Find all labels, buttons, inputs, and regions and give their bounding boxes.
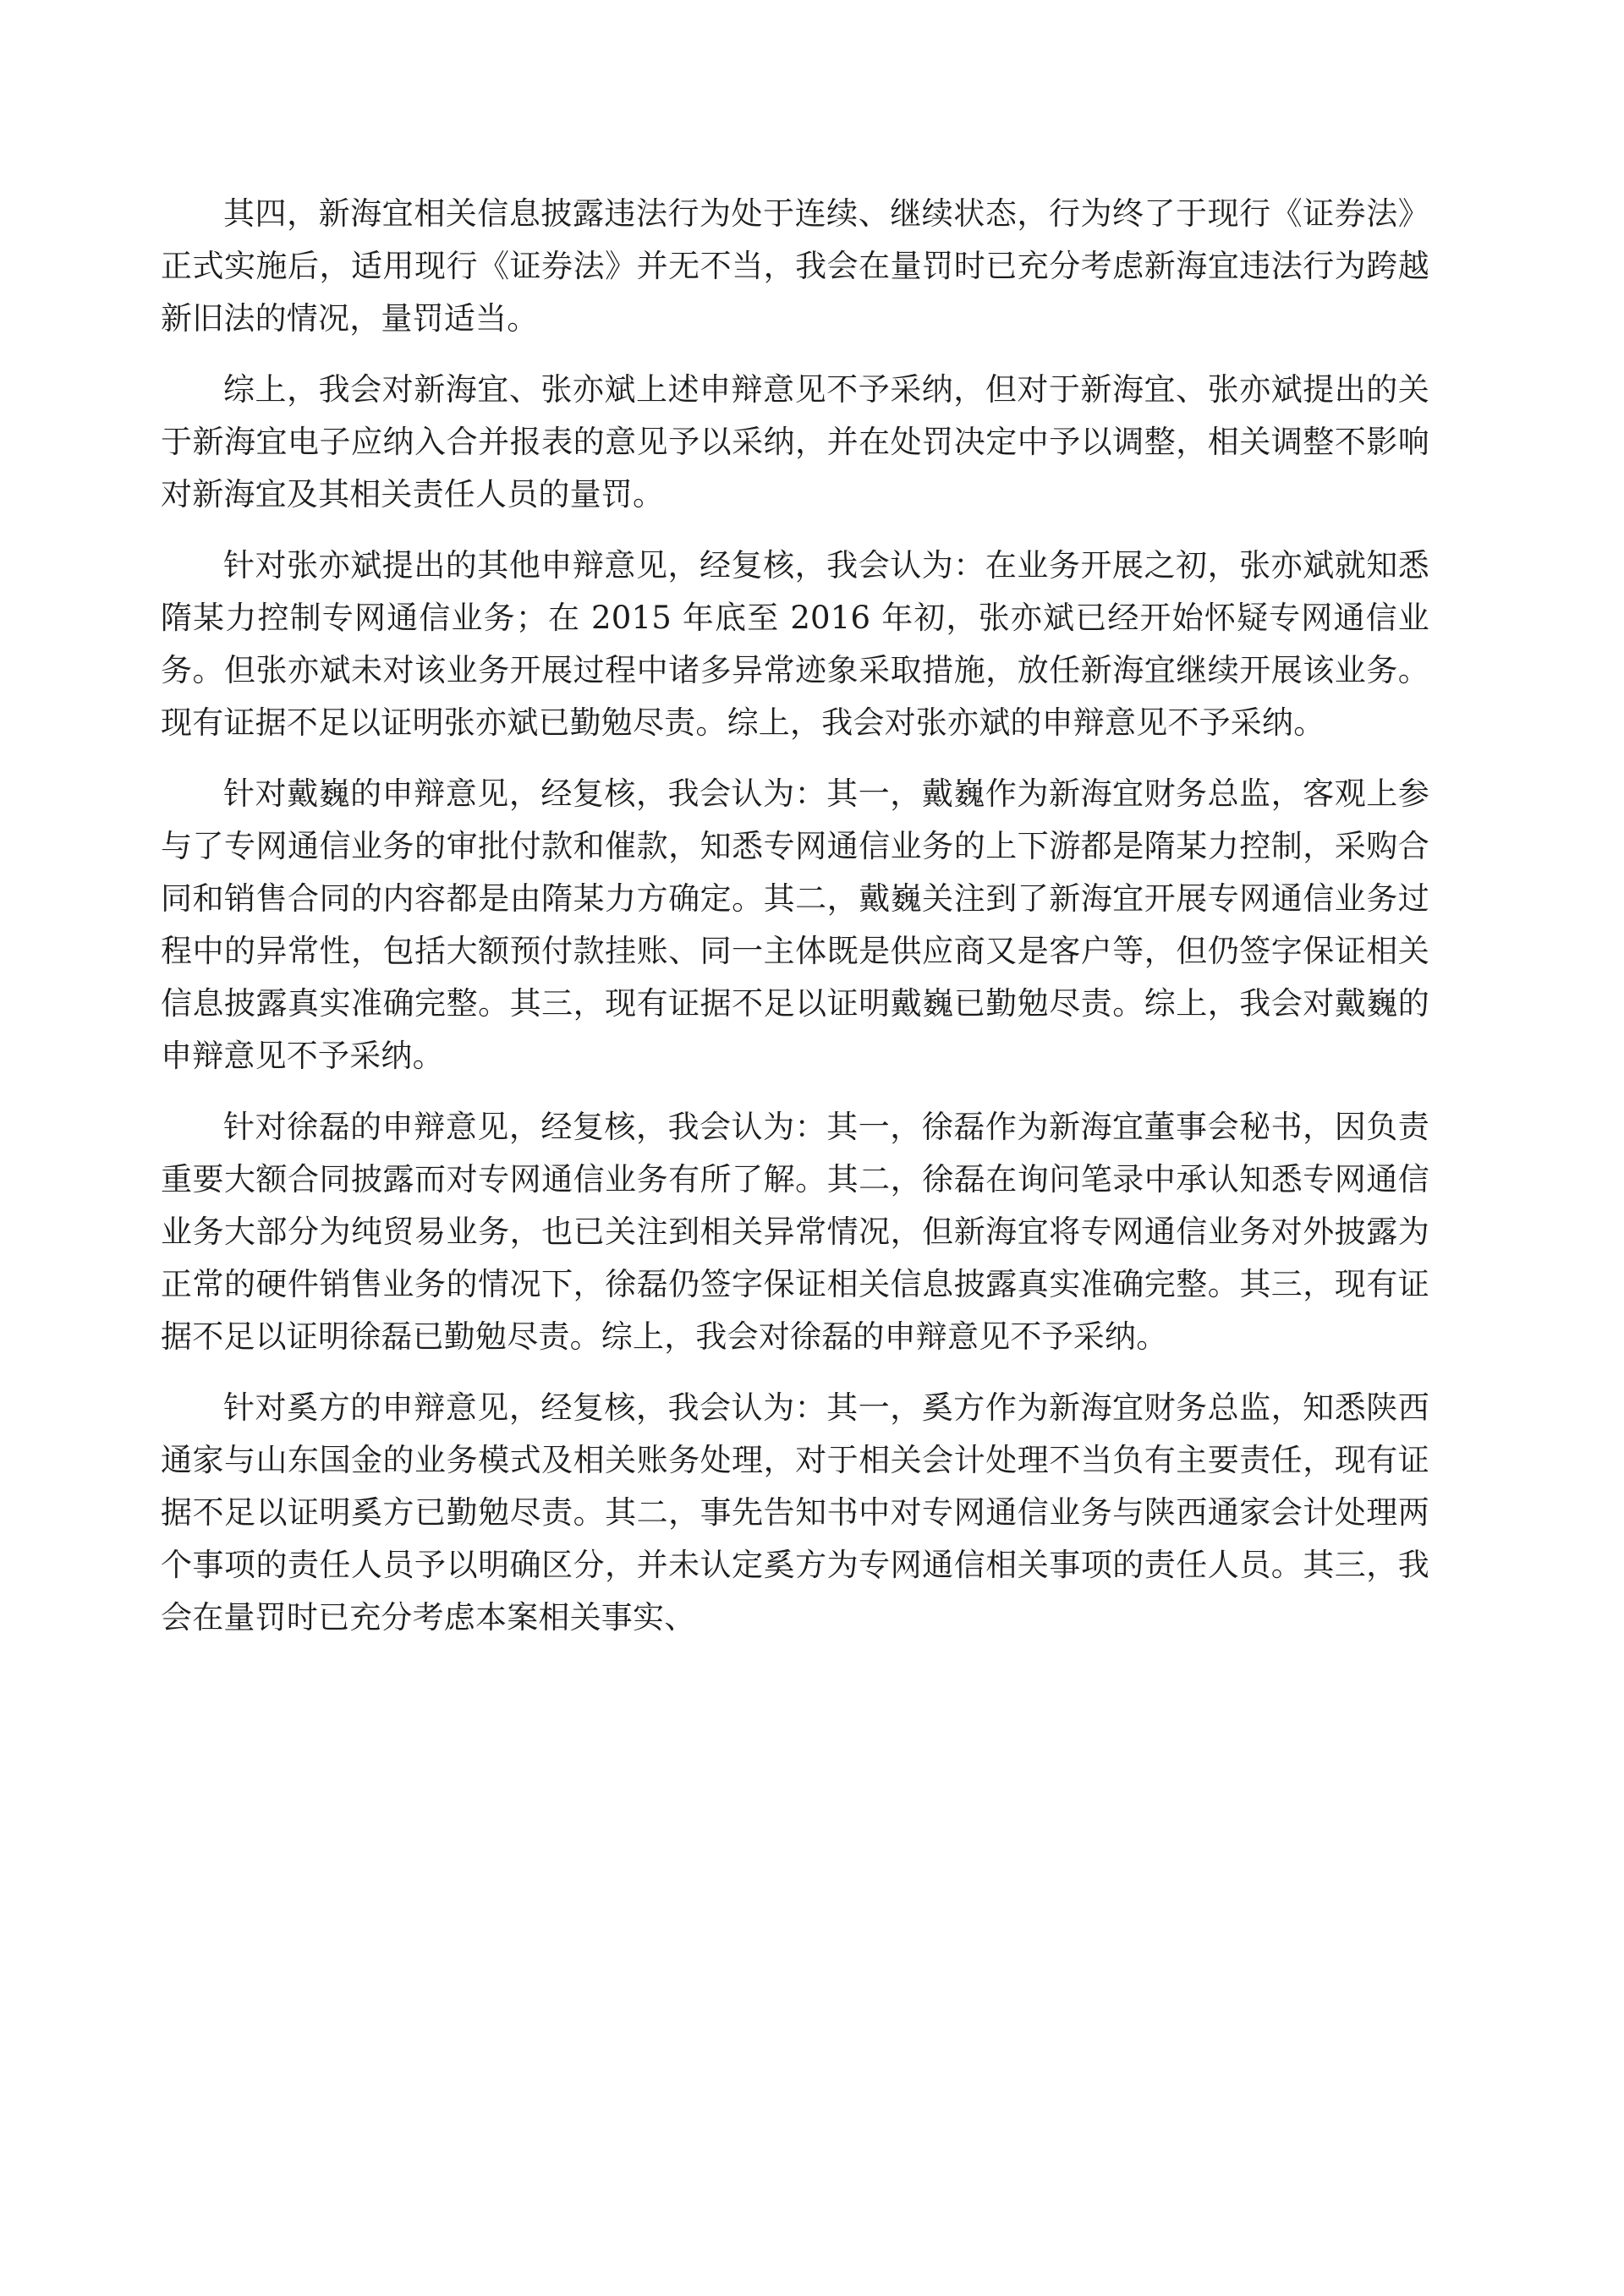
paragraph-xulei-defense: 针对徐磊的申辩意见，经复核，我会认为：其一，徐磊作为新海宜董事会秘书，因负责重要大额合同披露而对专网通信业务有所了解。其二，徐磊在询问笔录中承认知悉专网通信业务大部分为纯贸易业务，也已关注到相关异常情况，但新海宜将专网通信业务对外披露为正常的硬件销售业务的情况下，徐磊仍签字保证相关信息披露真实准确完整。其三，现有证据不足以证明徐磊已勤勉尽责。综上，我会对徐磊的申辩意见不予采纳。 (161, 1109, 1429, 1355)
document-body (161, 188, 1429, 1644)
paragraph-qisi-disclosure-continuity: 其四，新海宜相关信息披露违法行为处于连续、继续状态，行为终了于现行《证券法》正式实施后，适用现行《证券法》并无不当，我会在量罚时已充分考虑新海宜违法行为跨越新旧法的情况，量罚适当。 (161, 195, 1429, 337)
paragraph-xifang-defense: 针对奚方的申辩意见，经复核，我会认为：其一，奚方作为新海宜财务总监，知悉陕西通家与山东国金的业务模式及相关账务处理，对于相关会计处理不当负有主要责任，现有证据不足以证明奚方已勤勉尽责。其二，事先告知书中对专网通信业务与陕西通家会计处理两个事项的责任人员予以明确区分，并未认定奚方为专网通信相关事项的责任人员。其三，我会在量罚时已充分考虑本案相关事实、 (161, 1389, 1429, 1636)
paragraph-zhangyibin-other-defense: 针对张亦斌提出的其他申辩意见，经复核，我会认为：在业务开展之初，张亦斌就知悉隋某力控制专网通信业务；在 2015 年底至 2016 年初，张亦斌已经开始怀疑专网通信业务。但张亦斌未对该业务开展过程中诸多异常迹象采取措施，放任新海宜继续开展该业务。现有证据不足以证明张亦斌已勤勉尽责。综上，我会对张亦斌的申辩意见不予采纳。 (161, 547, 1429, 741)
paragraph-summary-xinhaiyi-zhangyibin: 综上，我会对新海宜、张亦斌上述申辩意见不予采纳，但对于新海宜、张亦斌提出的关于新海宜电子应纳入合并报表的意见予以采纳，并在处罚决定中予以调整，相关调整不影响对新海宜及其相关责任人员的量罚。 (161, 371, 1429, 512)
paragraph-daiwei-defense: 针对戴巍的申辩意见，经复核，我会认为：其一，戴巍作为新海宜财务总监，客观上参与了专网通信业务的审批付款和催款，知悉专网通信业务的上下游都是隋某力控制，采购合同和销售合同的内容都是由隋某力方确定。其二，戴巍关注到了新海宜开展专网通信业务过程中的异常性，包括大额预付款挂账、同一主体既是供应商又是客户等，但仍签字保证相关信息披露真实准确完整。其三，现有证据不足以证明戴巍已勤勉尽责。综上，我会对戴巍的申辩意见不予采纳。 (161, 775, 1429, 1074)
